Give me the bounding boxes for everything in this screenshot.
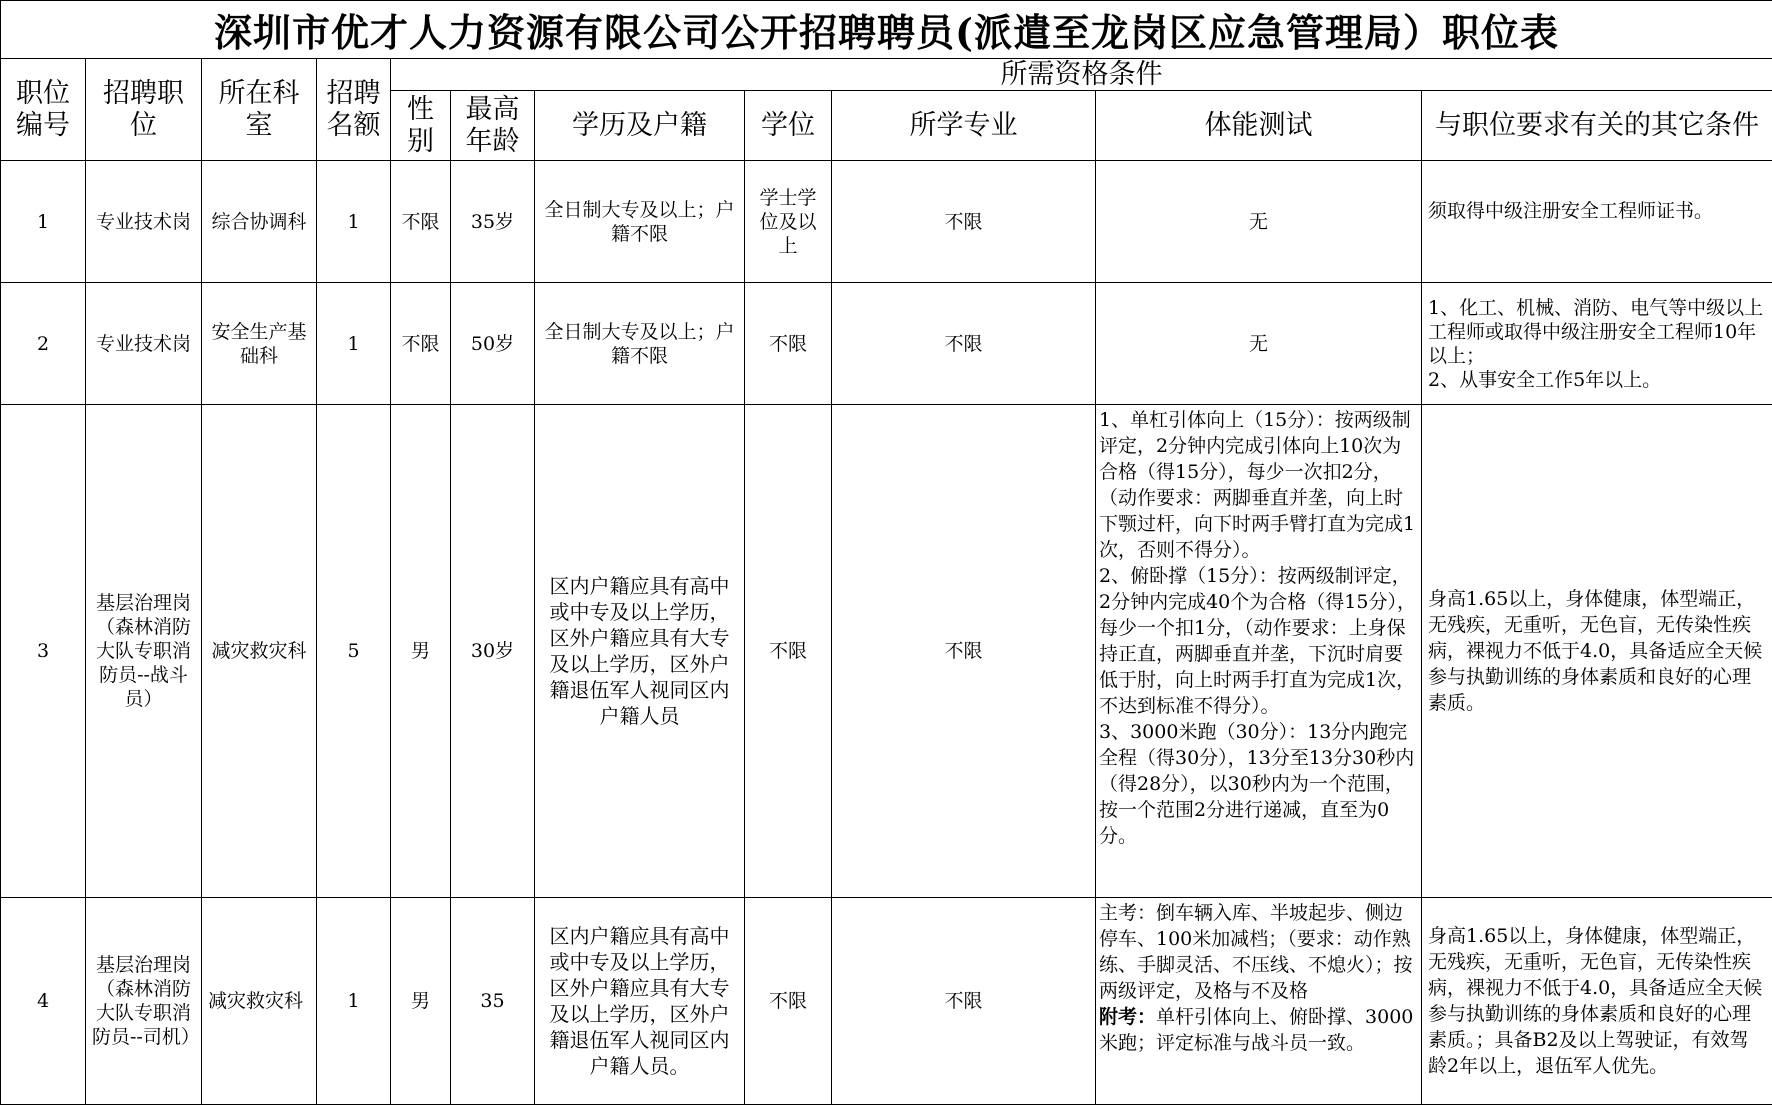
table-row bbox=[1, 405, 1772, 898]
cell-quota: 5 bbox=[317, 405, 391, 898]
cell-max-age: 30岁 bbox=[451, 405, 535, 898]
cell-major: 不限 bbox=[832, 898, 1096, 1105]
cell-degree: 不限 bbox=[745, 405, 832, 898]
header-fitness: 体能测试 bbox=[1096, 91, 1422, 161]
cell-position: 基层治理岗（森林消防大队专职消防员--司机） bbox=[86, 898, 202, 1105]
cell-quota: 1 bbox=[317, 898, 391, 1105]
header-gender: 性 别 bbox=[391, 91, 451, 161]
header-position-no: 职位 编号 bbox=[1, 59, 86, 161]
cell-degree: 不限 bbox=[745, 898, 832, 1105]
cell-major: 不限 bbox=[832, 405, 1096, 898]
cell-position: 基层治理岗（森林消防大队专职消防员--战斗员） bbox=[86, 405, 202, 898]
cell-max-age: 35 bbox=[451, 898, 535, 1105]
cell-fitness: 无 bbox=[1096, 283, 1422, 405]
cell-gender: 男 bbox=[391, 898, 451, 1105]
header-requirements: 所需资格条件 bbox=[391, 59, 1772, 91]
cell-quota: 1 bbox=[317, 161, 391, 283]
header-major: 所学专业 bbox=[832, 91, 1096, 161]
fitness-extra-text: 单杆引体向上、俯卧撑、3000米跑；评定标准与战斗员一致。 bbox=[1099, 1006, 1414, 1054]
cell-no: 2 bbox=[1, 283, 86, 405]
cell-major: 不限 bbox=[832, 283, 1096, 405]
fitness-main-exam: 主考：倒车辆入库、半坡起步、侧边停车、100米加减档；（要求：动作熟练、手脚灵活、不压线、不熄火）；按两级评定，及格与不及格 bbox=[1099, 902, 1413, 1002]
fitness-extra-exam bbox=[1099, 1004, 1418, 1056]
cell-position: 专业技术岗 bbox=[86, 161, 202, 283]
cell-education: 区内户籍应具有高中或中专及以上学历，区外户籍应具有大专及以上学历，区外户籍退伍军人视同区内户籍人员 bbox=[535, 405, 745, 898]
cell-no: 1 bbox=[1, 161, 86, 283]
cell-department: 安全生产基础科 bbox=[202, 283, 317, 405]
cell-gender: 男 bbox=[391, 405, 451, 898]
header-max-age: 最高 年龄 bbox=[451, 91, 535, 161]
cell-education: 全日制大专及以上；户籍不限 bbox=[535, 283, 745, 405]
header-quota: 招聘 名额 bbox=[317, 59, 391, 161]
cell-department: 减灾救灾科 bbox=[202, 405, 317, 898]
cell-other: 1、化工、机械、消防、电气等中级以上工程师或取得中级注册安全工程师10年以上； 2、从事安全工作5年以上。 bbox=[1422, 283, 1772, 405]
cell-gender: 不限 bbox=[391, 283, 451, 405]
table-row bbox=[1, 161, 1772, 283]
cell-fitness bbox=[1096, 898, 1422, 1105]
cell-gender: 不限 bbox=[391, 161, 451, 283]
cell-degree: 不限 bbox=[745, 283, 832, 405]
cell-education: 区内户籍应具有高中或中专及以上学历，区外户籍应具有大专及以上学历，区外户籍退伍军人视同区内户籍人员。 bbox=[535, 898, 745, 1105]
cell-major: 不限 bbox=[832, 161, 1096, 283]
cell-fitness: 1、单杠引体向上（15分）：按两级制评定，2分钟内完成引体向上10次为合格（得15分），每少一次扣2分，（动作要求：两脚垂直并垄，向上时下颚过杆，向下时两手臂打直为完成1次，否则不得分）。 2、俯卧撑（15分）：按两级制评定，2分钟内完成40个为合格（得15分），每少一个扣1分，（动作要求：上身保持正直，两脚垂直并垄，下沉时肩要低于肘，向上时两手打直为完成1次，不达到标准不得分）。 3、3000米跑（30分）：13分内跑完全程（得30分），13分至13分30秒内（得28分），以30秒内为一个范围，按一个范围2分进行递减，直至为0分。 bbox=[1096, 405, 1422, 898]
cell-other: 须取得中级注册安全工程师证书。 bbox=[1422, 161, 1772, 283]
header-position: 招聘职 位 bbox=[86, 59, 202, 161]
cell-max-age: 35岁 bbox=[451, 161, 535, 283]
header-education: 学历及户籍 bbox=[535, 91, 745, 161]
cell-education: 全日制大专及以上；户籍不限 bbox=[535, 161, 745, 283]
cell-no: 3 bbox=[1, 405, 86, 898]
cell-other: 身高1.65以上，身体健康，体型端正，无残疾，无重听，无色盲，无传染性疾病，裸视力不低于4.0，具备适应全天候参与执勤训练的身体素质和良好的心理素质。 bbox=[1422, 405, 1772, 898]
cell-fitness: 无 bbox=[1096, 161, 1422, 283]
header-degree: 学位 bbox=[745, 91, 832, 161]
header-other: 与职位要求有关的其它条件 bbox=[1422, 91, 1772, 161]
cell-max-age: 50岁 bbox=[451, 283, 535, 405]
cell-other: 身高1.65以上，身体健康，体型端正，无残疾，无重听，无色盲，无传染性疾病，裸视力不低于4.0，具备适应全天候参与执勤训练的身体素质和良好的心理素质。；具备B2及以上驾驶证，有效驾龄2年以上，退伍军人优先。 bbox=[1422, 898, 1772, 1105]
cell-no: 4 bbox=[1, 898, 86, 1105]
cell-department: 综合协调科 bbox=[202, 161, 317, 283]
cell-quota: 1 bbox=[317, 283, 391, 405]
cell-position: 专业技术岗 bbox=[86, 283, 202, 405]
table-title: 深圳市优才人力资源有限公司公开招聘聘员(派遣至龙岗区应急管理局）职位表 bbox=[1, 1, 1772, 59]
fitness-extra-label: 附考： bbox=[1099, 1006, 1157, 1028]
table-row bbox=[1, 898, 1772, 1105]
cell-department: 减灾救灾科 bbox=[202, 898, 317, 1105]
header-department: 所在科 室 bbox=[202, 59, 317, 161]
table-row bbox=[1, 283, 1772, 405]
cell-degree: 学士学位及以上 bbox=[745, 161, 832, 283]
